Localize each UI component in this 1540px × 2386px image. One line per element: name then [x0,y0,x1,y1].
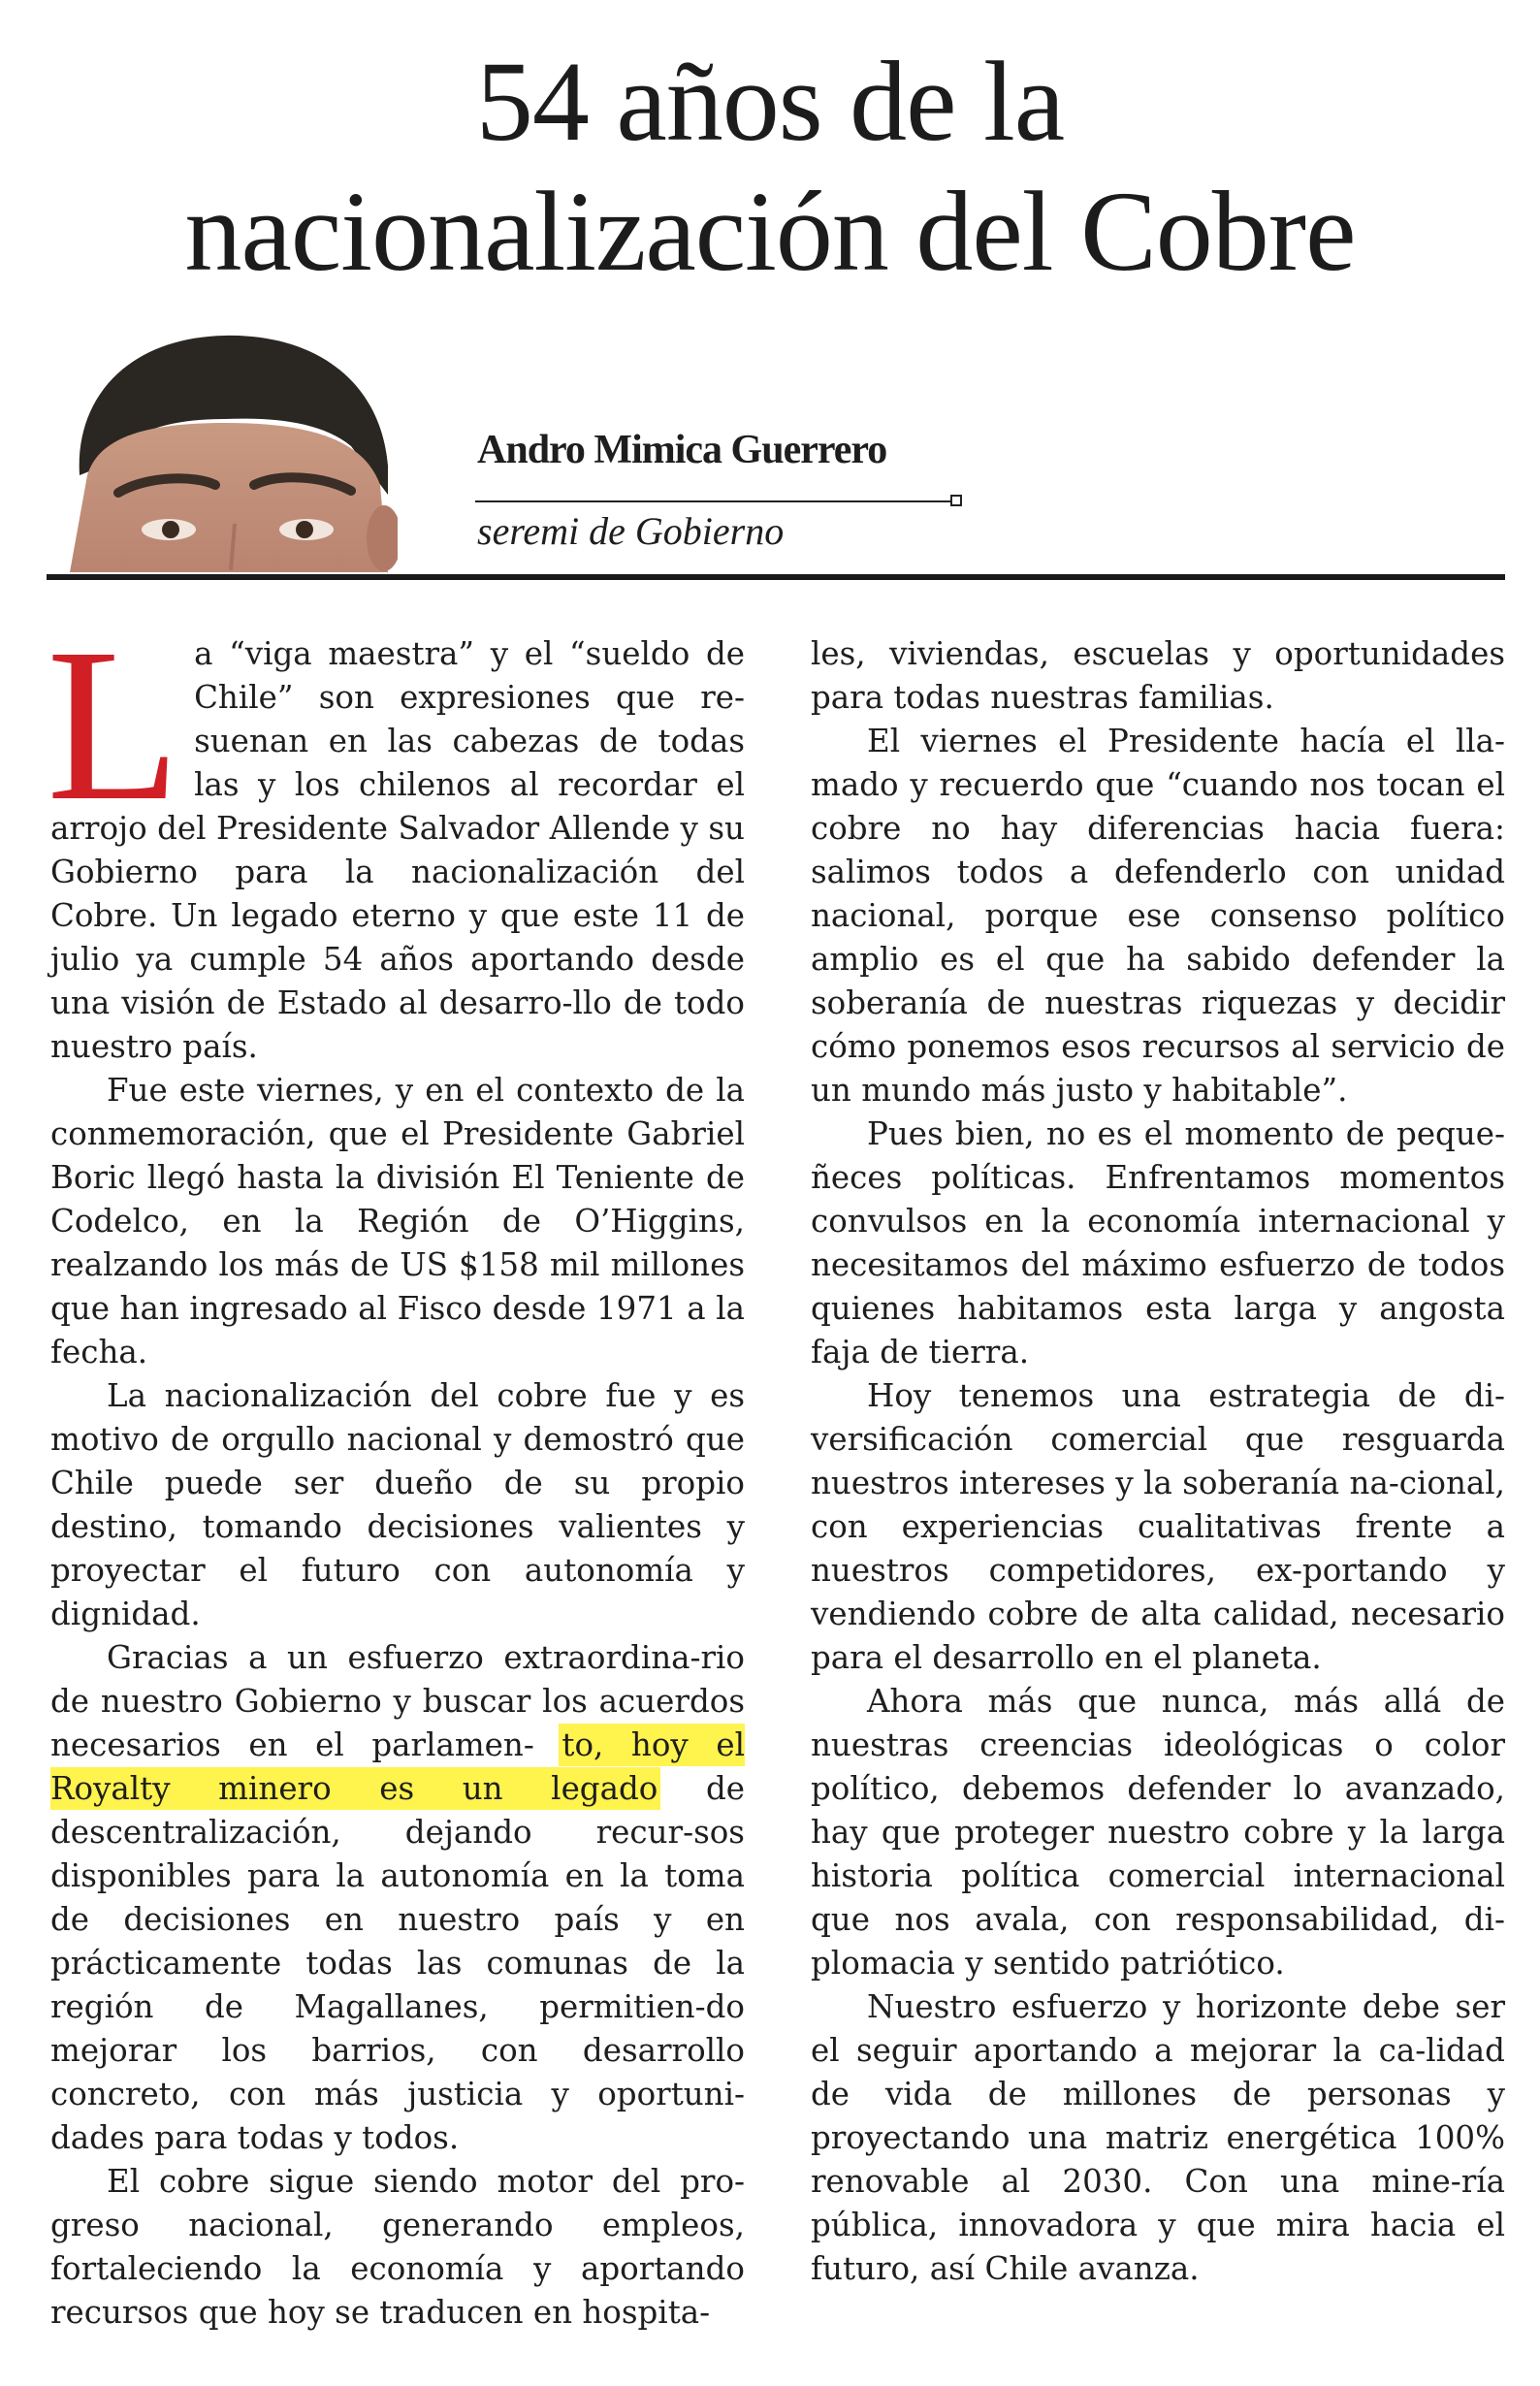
byline-divider [475,500,954,502]
article-column-left [47,603,745,2335]
drop-cap: L [47,603,181,846]
author-photo [60,330,398,572]
paragraph: La nacionalización del cobre fue y es motivo de orgullo nacional y demostró que Chile puede ser dueño de su propio destino, tomando decisiones valientes y proyectar el futuro con autonomía y dignidad. [50,1377,745,1632]
paragraph [50,1636,745,2160]
headline-line-2: nacionalización del Cobre [184,168,1356,295]
paragraph: El cobre sigue siendo motor del pro-greso nacional, generando empleos, fortaleciendo la economía y aportando recursos que hoy se traducen en hospita- [50,2163,745,2331]
author-role: seremi de Gobierno [477,509,785,553]
paragraph [47,603,745,1069]
author-face-image [60,330,398,572]
paragraph: Hoy tenemos una estrategia de di-versificación comercial que resguarda nuestros intereses y la soberanía na-cional, con experiencias cualitativas frente a nuestros competidores, ex-portando y vendiendo cobre de alta calidad, necesario para el desarrollo en el planeta. [811,1377,1505,1676]
author-name: Andro Mimica Guerrero [477,428,887,472]
paragraph: Ahora más que nunca, más allá de nuestras creencias ideológicas o color político, debemos defender lo avanzado, hay que proteger nuestro cobre y la larga historia política comercial internacional que nos avala, con responsabilidad, di-plomacia y sentido patriótico. [811,1683,1505,1982]
paragraph: les, viviendas, escuelas y oportunidades para todas nuestras familias. [811,635,1505,716]
article-headline [39,37,1501,297]
header-rule [47,574,1505,580]
byline-divider-end [950,495,962,506]
paragraph: El viernes el Presidente hacía el lla-mado y recuerdo que “cuando nos tocan el cobre no hay diferencias hacia fuera: salimos todos a defenderlo con unidad nacional, porque ese consenso político amplio es el que ha sabido defender la soberanía de nuestras riquezas y decidir cómo ponemos esos recursos al servicio de un mundo más justo y habitable”. [811,723,1505,1109]
paragraph: Nuestro esfuerzo y horizonte debe ser el seguir aportando a mejorar la ca-lidad de vida de millones de personas y proyectando una matriz energética 100% renovable al 2030. Con una mine-ría pública, innovadora y que mira hacia el futuro, así Chile avanza. [811,1988,1505,2287]
paragraph: Pues bien, no es el momento de peque-ñeces políticas. Enfrentamos momentos convulsos en la economía internacional y necesitamos del máximo esfuerzo de todos quienes habitamos esta larga y angosta faja de tierra. [811,1115,1505,1370]
paragraph-text: de descentralización, dejando recur-sos disponibles para la autonomía en la toma de decisiones en nuestro país y en prácticamente todas las comunas de la región de Magallanes, permitien-do mejorar los barrios, con desarrollo concreto, con más justicia y oportuni-dades para todas y todos. [50,1770,745,2156]
paragraph: Fue este viernes, y en el contexto de la conmemoración, que el Presidente Gabriel Boric llegó hasta la división El Teniente de Codelco, en la Región de O’Higgins, realzando los más de US $158 mil millones que han ingresado al Fisco desde 1971 a la fecha. [50,1072,745,1370]
article-column-right [811,632,1505,2291]
headline-line-1: 54 años de la [475,38,1065,165]
highlighted-text: to, hoy el Royalty minero es un legado [50,1726,745,1807]
paragraph-text: Gracias a un esfuerzo extraordina-rio de nuestro Gobierno y buscar los acuerdos necesarios en el parlamen- [50,1639,745,1763]
paragraph-text: a “viga maestra” y el “sueldo de Chile” son expresiones que re-suenan en las cabezas de todas las y los chilenos al recordar el arrojo del Presidente Salvador Allende y su Gobierno para la nacionalización del Cobre. Un legado eterno y que este 11 de julio ya cumple 54 años aportando desde una visión de Estado al desarro-llo de todo nuestro país. [50,635,745,1065]
